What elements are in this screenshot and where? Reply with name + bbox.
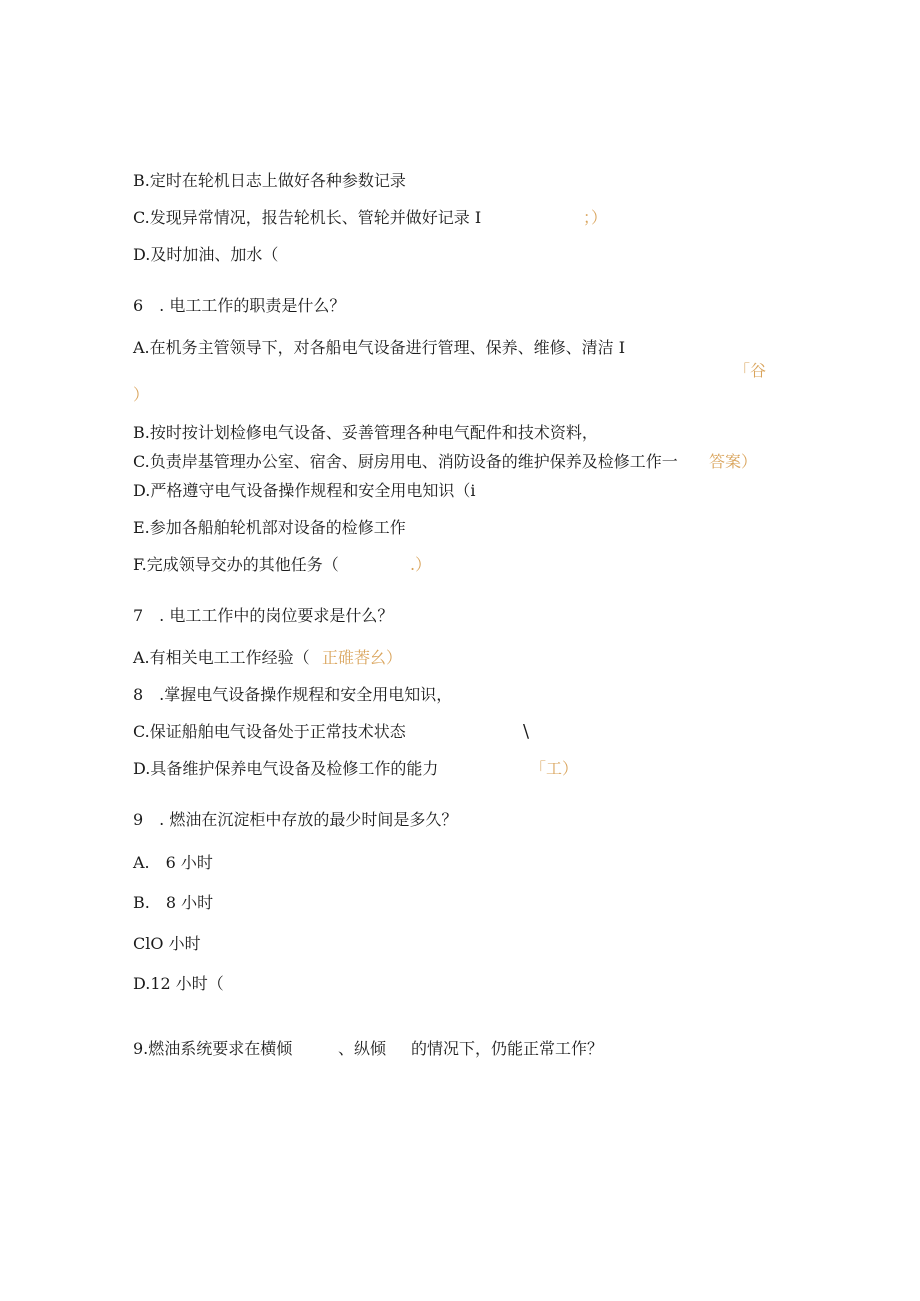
q6-option-f: F.完成领导交办的其他任务（	[133, 555, 339, 574]
q6-option-b: B.按时按计划检修电气设备、妥善管理各种电气配件和技术资料，	[133, 423, 598, 442]
q6-option-a: A.在机务主管领导下，对各船电气设备进行管理、保养、维修、清洁 I	[133, 338, 626, 357]
option-b-log-records: B.定时在轮机日志上做好各种参数记录	[133, 171, 406, 190]
option-d-refuel: D.及时加油、加水（	[133, 245, 279, 264]
q9-option-b: B. 8 小时	[133, 893, 214, 912]
q6-option-d: D.严格遵守电气设备操作规程和安全用电知识（i	[133, 481, 476, 500]
q6-option-e: E.参加各船舶轮机部对设备的检修工作	[133, 518, 406, 537]
q7-option-d: D.具备维护保养电气设备及检修工作的能力	[133, 759, 439, 778]
question-7-title: 7 . 电工工作中的岗位要求是什么？	[133, 606, 394, 625]
question-10-title-part1: 9.燃油系统要求在横倾	[133, 1039, 293, 1058]
q7-option-b: 8 .掌握电气设备操作规程和安全用电知识，	[133, 685, 453, 704]
q6-answer-c-mark: 答案）	[709, 452, 758, 471]
question-6-title: 6 . 电工工作的职责是什么？	[133, 296, 346, 315]
q6-option-c: C.负责岸基管理办公室、宿舍、厨房用电、消防设备的维护保养及检修工作一	[133, 452, 678, 471]
q6-answer-f-mark: .）	[410, 555, 432, 574]
q9-option-d: D.12 小时（	[133, 974, 224, 993]
q7-answer-a-mark: 正碓莕幺）	[322, 648, 403, 667]
question-9-title: 9 . 燃油在沉淀柜中存放的最少时间是多久？	[133, 810, 458, 829]
q7-backslash-mark: \	[523, 721, 530, 742]
question-10-title-part2: 、纵倾	[338, 1039, 387, 1058]
q7-option-a: A.有相关电工工作经验（	[133, 648, 310, 667]
q6-answer-close: ）	[133, 385, 150, 404]
q7-answer-d-mark: 「工）	[530, 759, 579, 778]
question-10-title-part3: 的情况下，仍能正常工作？	[411, 1039, 604, 1058]
q6-answer-mark: 「谷	[734, 361, 767, 380]
answer-mark: ；）	[583, 208, 608, 227]
q9-option-c: ClO 小时	[133, 934, 201, 953]
q9-option-a: A. 6 小时	[133, 853, 213, 872]
q7-option-c: C.保证船舶电气设备处于正常技术状态	[133, 722, 406, 741]
option-c-report-abnormal: C.发现异常情况，报告轮机长、管轮并做好记录 I	[133, 208, 482, 227]
